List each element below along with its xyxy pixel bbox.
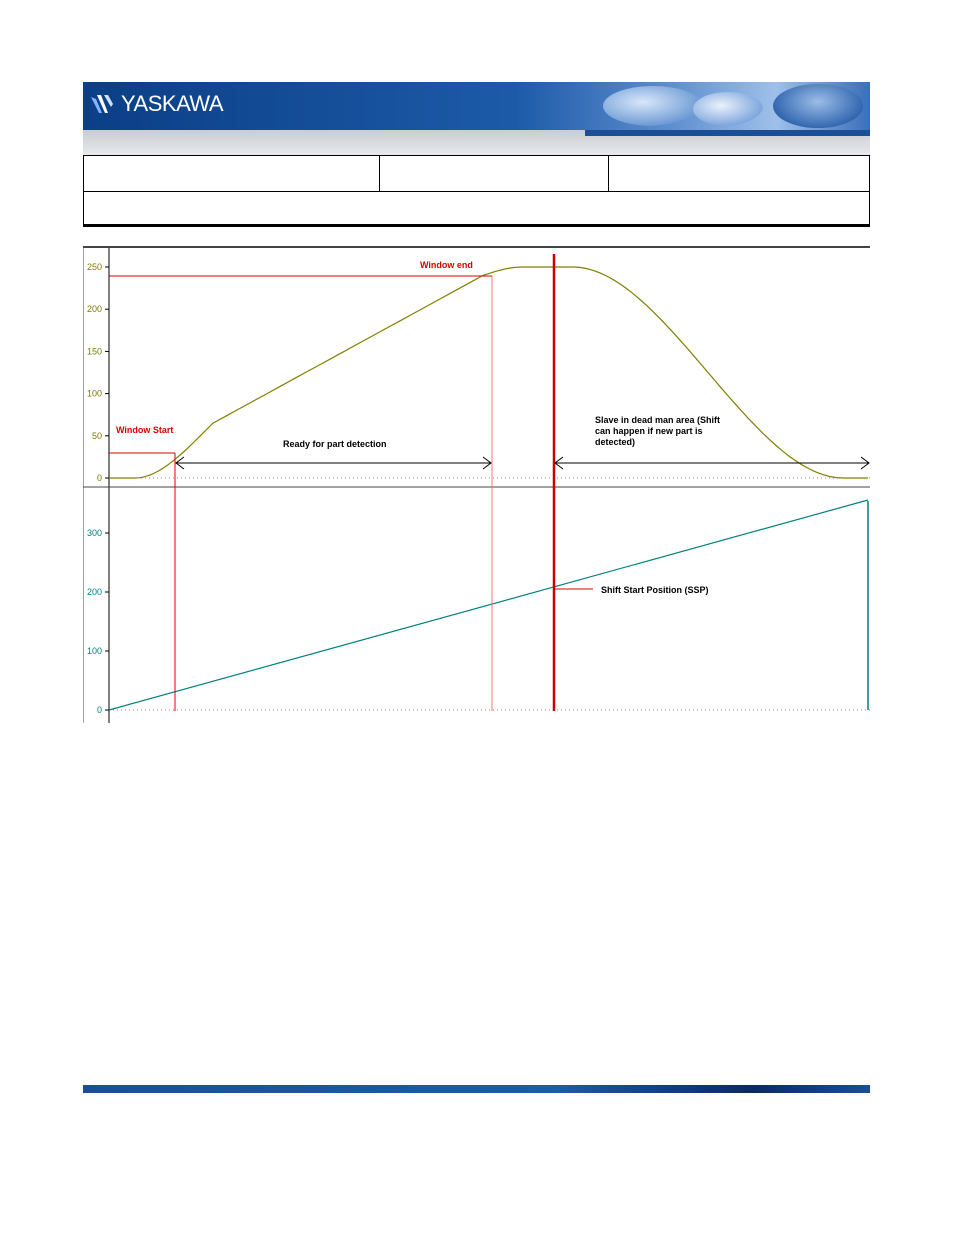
header-banner: [83, 82, 870, 155]
y-tick-label: 50: [91, 430, 102, 441]
y-tick-label: 0: [96, 473, 102, 483]
window-start-label: Window Start: [116, 425, 174, 435]
document-info-table: [83, 155, 870, 225]
y-tick-label: 100: [86, 388, 102, 399]
banner-top: [83, 82, 870, 130]
chart-svg: [83, 246, 870, 723]
dead-man-label-line1: Slave in dead man area (Shift: [595, 415, 721, 425]
banner-bottom: [83, 130, 870, 155]
window-end-label: Window end: [420, 260, 473, 270]
banner-decoration: [603, 86, 703, 126]
table-bottom-border: [83, 225, 870, 227]
dead-man-label-line3: detected): [595, 437, 636, 447]
ready-label: Ready for part detection: [283, 439, 387, 449]
motion-chart: [83, 246, 870, 723]
banner-decoration: [773, 84, 863, 128]
info-row: [83, 191, 870, 225]
banner-edge: [585, 130, 870, 136]
banner-decoration: [693, 92, 763, 126]
ssp-label: Shift Start Position (SSP): [601, 585, 709, 595]
info-cell: [84, 156, 380, 192]
y-tick-label: 0: [96, 705, 102, 715]
brand-logo-text: YASKAWA: [121, 91, 224, 116]
yaskawa-logo-icon: [89, 91, 117, 119]
y-tick-label: 250: [86, 262, 102, 272]
y-tick-label: 150: [86, 346, 102, 357]
y-tick-label: 200: [86, 304, 102, 315]
info-cell: [380, 156, 609, 192]
y-tick-label: 300: [86, 528, 102, 538]
y-tick-label: 100: [86, 646, 102, 656]
info-cell: [609, 156, 869, 192]
footer-bar: [83, 1085, 870, 1093]
info-row: [83, 155, 870, 192]
dead-man-label-line2: can happen if new part is: [595, 426, 703, 436]
chart-background: [83, 246, 870, 723]
y-tick-label: 200: [86, 587, 102, 597]
